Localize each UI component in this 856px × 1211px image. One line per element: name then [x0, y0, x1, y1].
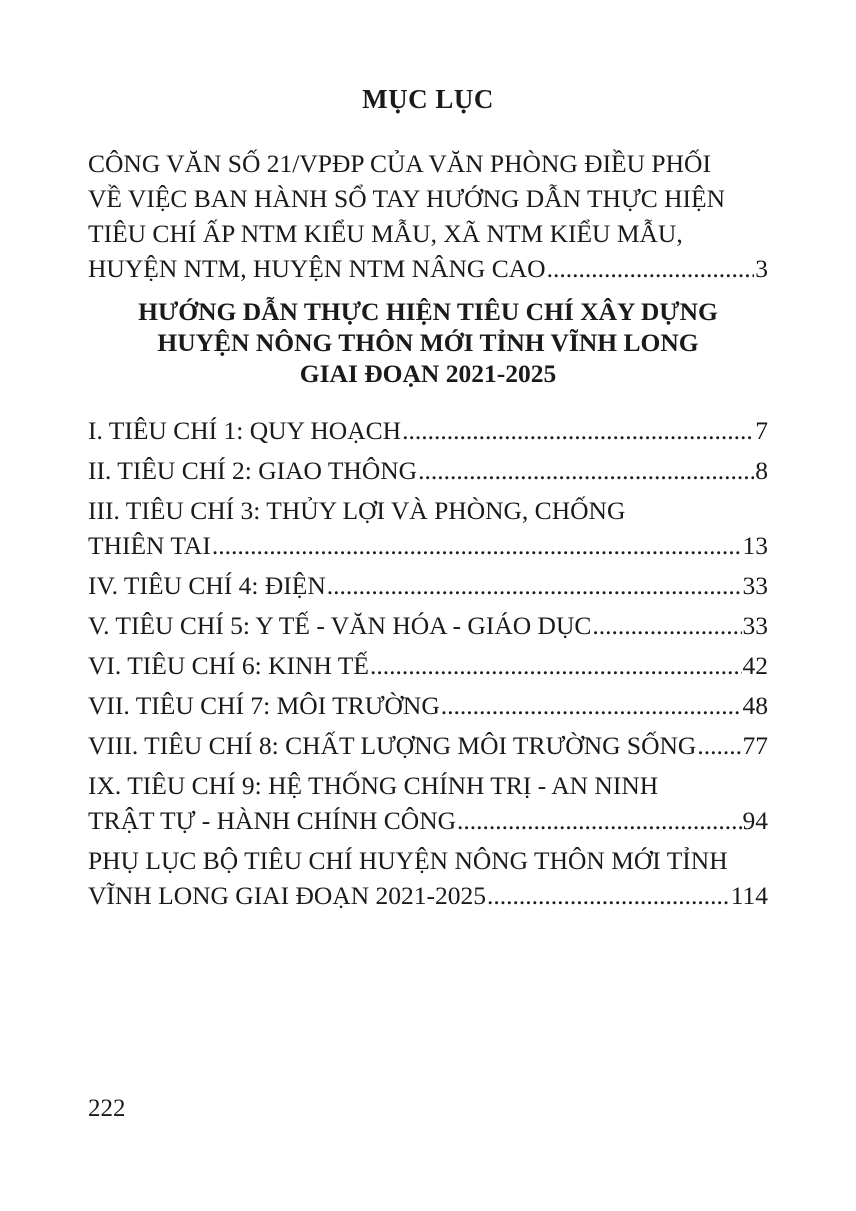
toc-entry-label: V. TIÊU CHÍ 5: Y TẾ - VĂN HÓA - GIÁO DỤC — [88, 611, 592, 640]
dot-leader — [487, 878, 730, 913]
dot-leader — [441, 688, 742, 723]
toc-entry — [88, 493, 768, 563]
toc-entry-page: 77 — [742, 731, 768, 760]
intro-page-number: 3 — [755, 254, 768, 283]
toc-entry-page: 8 — [755, 456, 768, 485]
toc-entry — [88, 413, 768, 448]
intro-label: HUYỆN NTM, HUYỆN NTM NÂNG CAO — [88, 254, 546, 283]
toc-entry-page: 13 — [742, 531, 768, 560]
toc-entry-label: VIII. TIÊU CHÍ 8: CHẤT LƯỢNG MÔI TRƯỜNG SỐNG — [88, 731, 697, 760]
toc-row — [88, 688, 768, 723]
dot-leader — [212, 528, 742, 563]
section-heading-line: HUYỆN NÔNG THÔN MỚI TỈNH VĨNH LONG — [157, 328, 699, 357]
toc-entry-page: 7 — [755, 416, 768, 445]
dot-leader — [327, 568, 742, 603]
toc-entry-label: VĨNH LONG GIAI ĐOẠN 2021-2025 — [88, 881, 487, 910]
page-number: 222 — [88, 1095, 126, 1122]
toc-entry-first-line: PHỤ LỤC BỘ TIÊU CHÍ HUYỆN NÔNG THÔN MỚI TỈNH — [88, 846, 728, 875]
toc-entry-label: II. TIÊU CHÍ 2: GIAO THÔNG — [88, 456, 418, 485]
toc-entry-page: 94 — [742, 806, 768, 835]
toc-entry — [88, 768, 768, 838]
table-of-contents — [88, 413, 768, 918]
toc-row — [88, 528, 768, 563]
toc-row — [88, 568, 768, 603]
toc-entry-label: I. TIÊU CHÍ 1: QUY HOẠCH — [88, 416, 402, 445]
toc-row — [88, 878, 768, 913]
toc-entry-page: 42 — [742, 651, 768, 680]
toc-entry-label: IV. TIÊU CHÍ 4: ĐIỆN — [88, 571, 326, 600]
dot-leader — [457, 803, 741, 838]
toc-entry-label: VII. TIÊU CHÍ 7: MÔI TRƯỜNG — [88, 691, 440, 720]
toc-entry — [88, 453, 768, 488]
toc-entry-page: 114 — [730, 881, 768, 910]
dot-leader — [418, 453, 754, 488]
toc-row — [88, 608, 768, 643]
toc-entry — [88, 728, 768, 763]
toc-entry — [88, 608, 768, 643]
document-page — [88, 0, 768, 1211]
dot-leader — [547, 251, 755, 286]
section-heading-line: HƯỚNG DẪN THỰC HIỆN TIÊU CHÍ XÂY DỰNG — [138, 297, 718, 326]
dot-leader — [592, 608, 741, 643]
toc-row — [88, 648, 768, 683]
toc-entry-first-line: IX. TIÊU CHÍ 9: HỆ THỐNG CHÍNH TRỊ - AN NINH — [88, 771, 659, 800]
toc-entry-page: 33 — [742, 611, 768, 640]
intro-last-row — [88, 251, 768, 286]
toc-entry — [88, 688, 768, 723]
toc-entry-label: THIÊN TAI — [88, 531, 211, 560]
toc-row — [88, 728, 768, 763]
toc-entry-label: TRẬT TỰ - HÀNH CHÍNH CÔNG — [88, 806, 457, 835]
toc-entry-label: VI. TIÊU CHÍ 6: KINH TẾ — [88, 651, 369, 680]
section-heading — [88, 296, 768, 389]
toc-entry-page: 48 — [742, 691, 768, 720]
toc-row — [88, 803, 768, 838]
toc-entry-page: 33 — [742, 571, 768, 600]
toc-entry — [88, 648, 768, 683]
dot-leader — [697, 728, 741, 763]
intro-line: VỀ VIỆC BAN HÀNH SỔ TAY HƯỚNG DẪN THỰC HIỆN — [88, 184, 726, 213]
toc-entry — [88, 568, 768, 603]
toc-entry — [88, 843, 768, 913]
page-title: MỤC LỤC — [362, 84, 494, 114]
intro-line: CÔNG VĂN SỐ 21/VPĐP CỦA VĂN PHÒNG ĐIỀU PHỐI — [88, 149, 711, 178]
toc-entry-first-line: III. TIÊU CHÍ 3: THỦY LỢI VÀ PHÒNG, CHỐNG — [88, 496, 626, 525]
dot-leader — [402, 413, 754, 448]
toc-row — [88, 413, 768, 448]
intro-line: TIÊU CHÍ ẤP NTM KIỂU MẪU, XÃ NTM KIỂU MẪU, — [88, 219, 683, 248]
section-heading-line: GIAI ĐOẠN 2021-2025 — [299, 359, 557, 388]
intro-entry — [88, 146, 768, 286]
toc-row — [88, 453, 768, 488]
dot-leader — [370, 648, 742, 683]
